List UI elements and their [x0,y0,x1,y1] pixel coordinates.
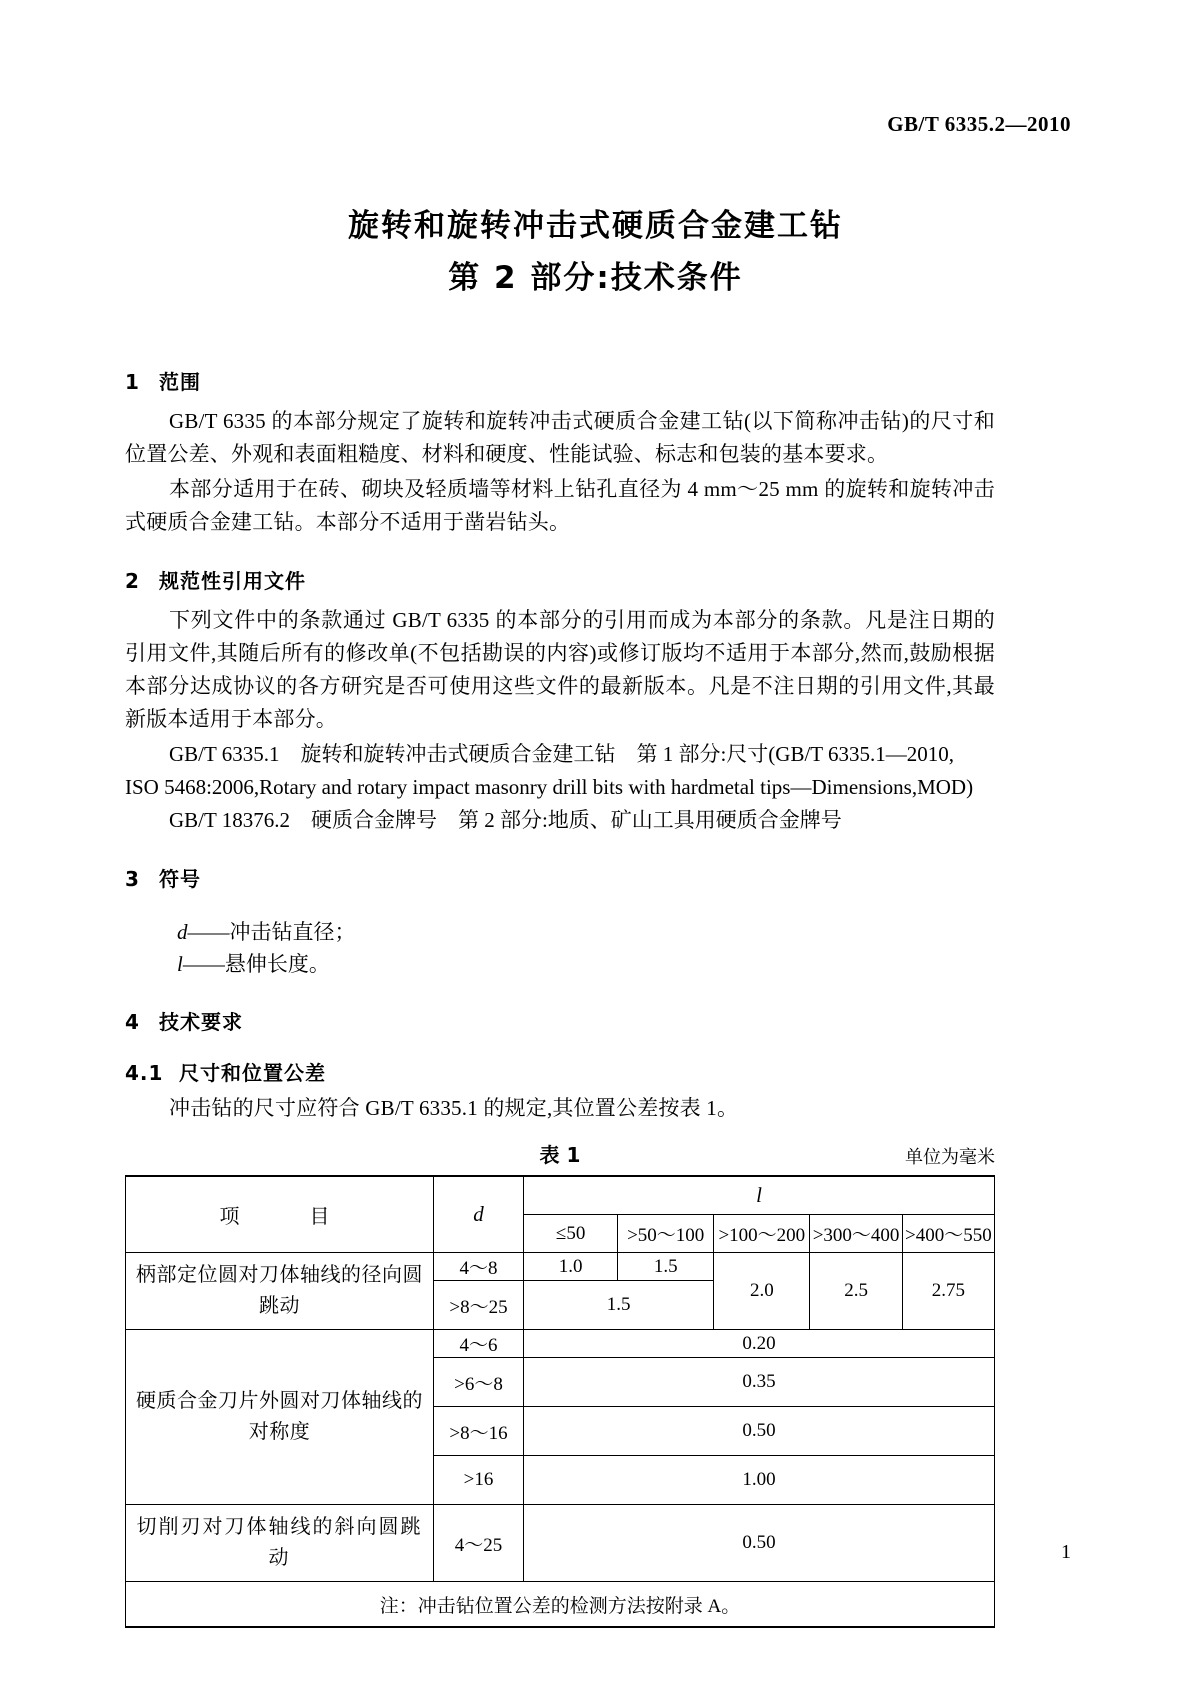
table-header-l-range-2: >50～100 [618,1215,714,1253]
section-4-number: 4 [125,1010,140,1034]
table-row-1b-d: >8～25 [433,1281,523,1330]
section-2-paragraph-1: 下列文件中的条款通过 GB/T 6335 的本部分的引用而成为本部分的条款。凡是注日期的引用文件,其随后所有的修改单(不包括勘误的内容)或修订版均不适用于本部分,然而,鼓励根据本部分达成协议的各方研究是否可使用这些文件的最新版本。凡是不注日期的引用文件,其最新版本适用于本部分。 [125,608,995,731]
section-heading-3 [125,863,995,892]
table-header-l-range-3: >100～200 [714,1215,810,1253]
symbol-d-description: ——冲击钻直径； [187,920,356,944]
section-3-number: 3 [125,867,140,891]
document-body [125,340,995,1628]
table-row-2c-value: 0.50 [524,1407,995,1456]
table-1-caption-row [125,1139,995,1169]
normative-reference-1-line-1: GB/T 6335.1 旋转和旋转冲击式硬质合金建工钻 第 1 部分:尺寸(GB/T 6335.1—2010, [169,742,954,766]
table-header-l: l [524,1176,995,1215]
title-line-2: 第 2 部分:技术条件 [448,260,743,296]
table-header-d: d [433,1176,523,1253]
document-title [0,200,1191,304]
section-4-1-paragraph-1: 冲击钻的尺寸应符合 GB/T 6335.1 的规定,其位置公差按表 1。 [169,1096,739,1120]
table-row-1-value-c4: 2.5 [810,1253,902,1330]
section-heading-4 [125,1006,995,1035]
table-header-l-range-4: >300～400 [810,1215,902,1253]
section-1-paragraph-2: 本部分适用于在砖、砌块及轻质墙等材料上钻孔直径为 4 mm～25 mm 的旋转和旋转冲击式硬质合金建工钻。本部分不适用于凿岩钻头。 [125,477,995,534]
section-heading-1 [125,366,995,395]
running-header-standard-number: GB/T 6335.2—2010 [887,112,1071,136]
table-row-2d-d: >16 [433,1456,523,1505]
table-row-2c-d: >8～16 [433,1407,523,1456]
table-row-3-value: 0.50 [524,1505,995,1582]
table-row [126,1505,995,1582]
section-heading-4-1 [125,1057,995,1086]
section-1-paragraph-1: GB/T 6335 的本部分规定了旋转和旋转冲击式硬质合金建工钻(以下简称冲击钻)的尺寸和位置公差、外观和表面粗糙度、材料和硬度、性能试验、标志和包装的基本要求。 [125,409,995,466]
table-row-1b-value: 1.5 [524,1281,714,1330]
page-number: 1 [1061,1541,1071,1563]
table-row-item-2: 硬质合金刀片外圆对刀体轴线的对称度 [126,1330,434,1505]
table-row-item-3: 切削刃对刀体轴线的斜向圆跳动 [126,1505,434,1582]
section-heading-2 [125,565,995,594]
section-3-title: 符号 [159,867,201,891]
table-row-1a-value-c2: 1.5 [618,1253,714,1281]
table-1-position-tolerances [125,1175,995,1628]
table-header-l-range-5: >400～550 [902,1215,994,1253]
table-header-item: 项 目 [126,1176,434,1253]
table-row-1-value-c3: 2.0 [714,1253,810,1330]
symbol-l-letter: l [177,952,183,976]
normative-reference-1-line-2: ISO 5468:2006,Rotary and rotary impact masonry drill bits with hardmetal tips—Dimensions,MOD) [125,775,974,799]
table-row-1a-value-c1: 1.0 [524,1253,618,1281]
table-row [126,1330,995,1358]
table-row-2a-d: 4～6 [433,1330,523,1358]
section-1-title: 范围 [159,370,201,394]
table-row-2b-d: >6～8 [433,1358,523,1407]
table-header-l-range-1: ≤50 [524,1215,618,1253]
table-1-note: 注：冲击钻位置公差的检测方法按附录 A。 [126,1582,995,1628]
symbol-definition-d [125,916,995,948]
symbol-definition-l [125,948,995,980]
table-1-unit-note: 单位为毫米 [905,1147,995,1167]
table-row-2a-value: 0.20 [524,1330,995,1358]
table-row-item-1: 柄部定位圆对刀体轴线的径向圆跳动 [126,1253,434,1330]
symbol-l-description: ——悬伸长度。 [182,952,330,976]
table-1-caption: 表 1 [539,1143,581,1167]
table-row-2d-value: 1.00 [524,1456,995,1505]
table-row [126,1253,995,1281]
table-row-1a-d: 4～8 [433,1253,523,1281]
table-header-row-1 [126,1176,995,1215]
section-2-title: 规范性引用文件 [159,569,306,593]
table-row-2b-value: 0.35 [524,1358,995,1407]
normative-reference-2: GB/T 18376.2 硬质合金牌号 第 2 部分:地质、矿山工具用硬质合金牌号 [169,808,842,832]
title-line-1: 旋转和旋转冲击式硬质合金建工钻 [348,208,843,244]
section-4-1-title: 尺寸和位置公差 [179,1061,326,1085]
table-note-row [126,1582,995,1628]
section-2-number: 2 [125,569,140,593]
section-4-title: 技术要求 [159,1010,243,1034]
section-4-1-number: 4.1 [125,1061,164,1085]
symbol-d-letter: d [177,920,188,944]
section-1-number: 1 [125,370,140,394]
table-row-1-value-c5: 2.75 [902,1253,994,1330]
table-row-3-d: 4～25 [433,1505,523,1582]
